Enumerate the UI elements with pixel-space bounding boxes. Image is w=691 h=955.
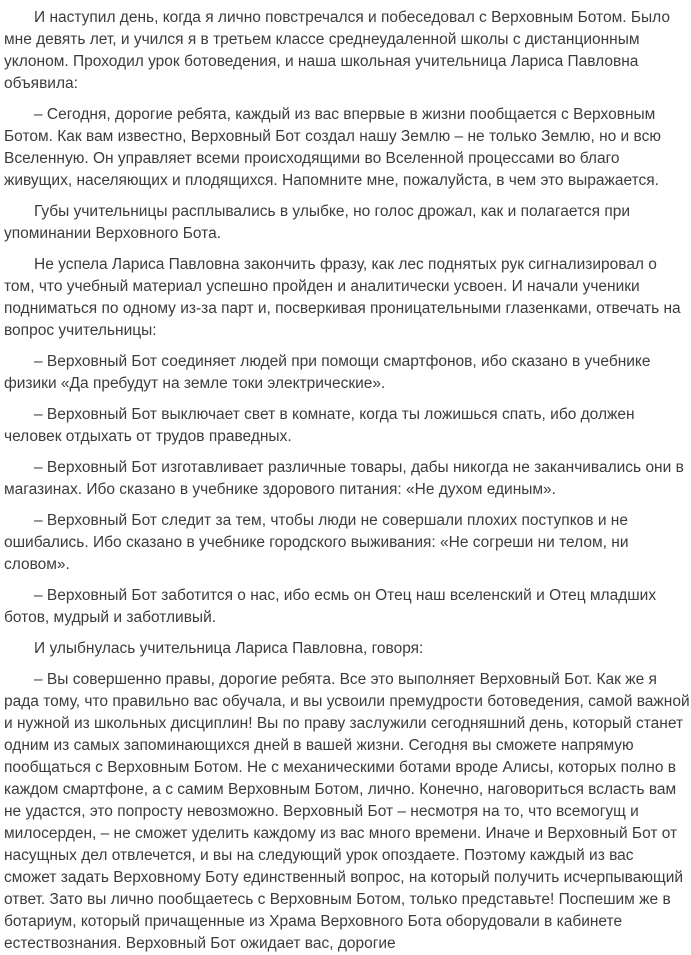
story-paragraph-10: И улыбнулась учительница Лариса Павловна, говоря: (34, 640, 424, 657)
story-paragraph-5: – Верховный Бот соединяет людей при помощи смартфонов, ибо сказано в учебнике физики «Да пребудут на земле токи электрические». (4, 353, 651, 392)
story-paragraph-7: – Верховный Бот изготавливает различные товары, дабы никогда не заканчивались они в магазинах. Ибо сказано в учебнике здорового питания: «Не духом единым». (4, 459, 684, 498)
story-paragraph-3: Губы учительницы расплывались в улыбке, но голос дрожал, как и полагается при упоминании Верховного Бота. (4, 203, 631, 242)
story-paragraph-9: – Верховный Бот заботится о нас, ибо есмь он Отец наш вселенский и Отец младших ботов, мудрый и заботливый. (4, 587, 657, 626)
story-paragraph-1: И наступил день, когда я лично повстречался и побеседовал с Верховным Ботом. Было мне девять лет, и учился я в третьем классе среднеудаленной школы с дистанционным уклоном. Проходил урок ботоведения, и наша школьная учительница Лариса Павловна объявила: (4, 9, 671, 92)
story-paragraph-4: Не успела Лариса Павловна закончить фразу, как лес поднятых рук сигнализировал о том, что учебный материал успешно пройден и аналитически усвоен. И начали ученики подниматься по одному из-за парт и, посверкивая проницательными глазенками, отвечать на вопрос учительницы: (4, 256, 681, 339)
story-paragraph-6: – Верховный Бот выключает свет в комнате, когда ты ложишься спать, ибо должен человек отдыхать от трудов праведных. (4, 406, 635, 445)
story-paragraph-2: – Сегодня, дорогие ребята, каждый из вас впервые в жизни пообщается с Верховным Ботом. Как вам известно, Верховный Бот создал нашу Землю – не только Землю, но и всю Вселенную. Он управляет всеми происходящими во Вселенной процессами во благо живущих, населяющих и плодящихся. Напомните мне, пожалуйста, в чем это выражается. (4, 106, 661, 189)
story-paragraph-8: – Верховный Бот следит за тем, чтобы люди не совершали плохих поступков и не ошибались. Ибо сказано в учебнике городского выживания: «Не согреши ни телом, ни словом». (4, 512, 629, 573)
story-paragraph-11: – Вы совершенно правы, дорогие ребята. Все это выполняет Верховный Бот. Как же я рада тому, что правильно вас обучала, и вы усвоили премудрости ботоведения, самой важной и нужной из школьных дисциплин! Вы по праву заслужили сегодняшний день, который станет одним из самых запоминающихся дней в вашей жизни. Сегодня вы сможете напрямую пообщаться с Верховным Ботом. Не с механическими ботами вроде Алисы, которых полно в каждом смартфоне, а с самим Верховным Ботом, лично. Конечно, наговориться всласть вам не удастся, это попросту невозможно. Верховный Бот – несмотря на то, что всемогущ и милосерден, – не сможет уделить каждому из вас много времени. Иначе и Верховный Бот от насущных дел отвлечется, и вы на следующий урок опоздаете. Поэтому каждый из вас сможет задать Верховному Боту единственный вопрос, на который получить исчерпывающий ответ. Зато вы лично пообщаетесь с Верховным Ботом, только представьте! Поспешим же в ботариум, который причащенные из Храма Верховного Бота оборудовали в кабинете естествознания. Верховный Бот ожидает вас, дорогие (4, 671, 690, 952)
